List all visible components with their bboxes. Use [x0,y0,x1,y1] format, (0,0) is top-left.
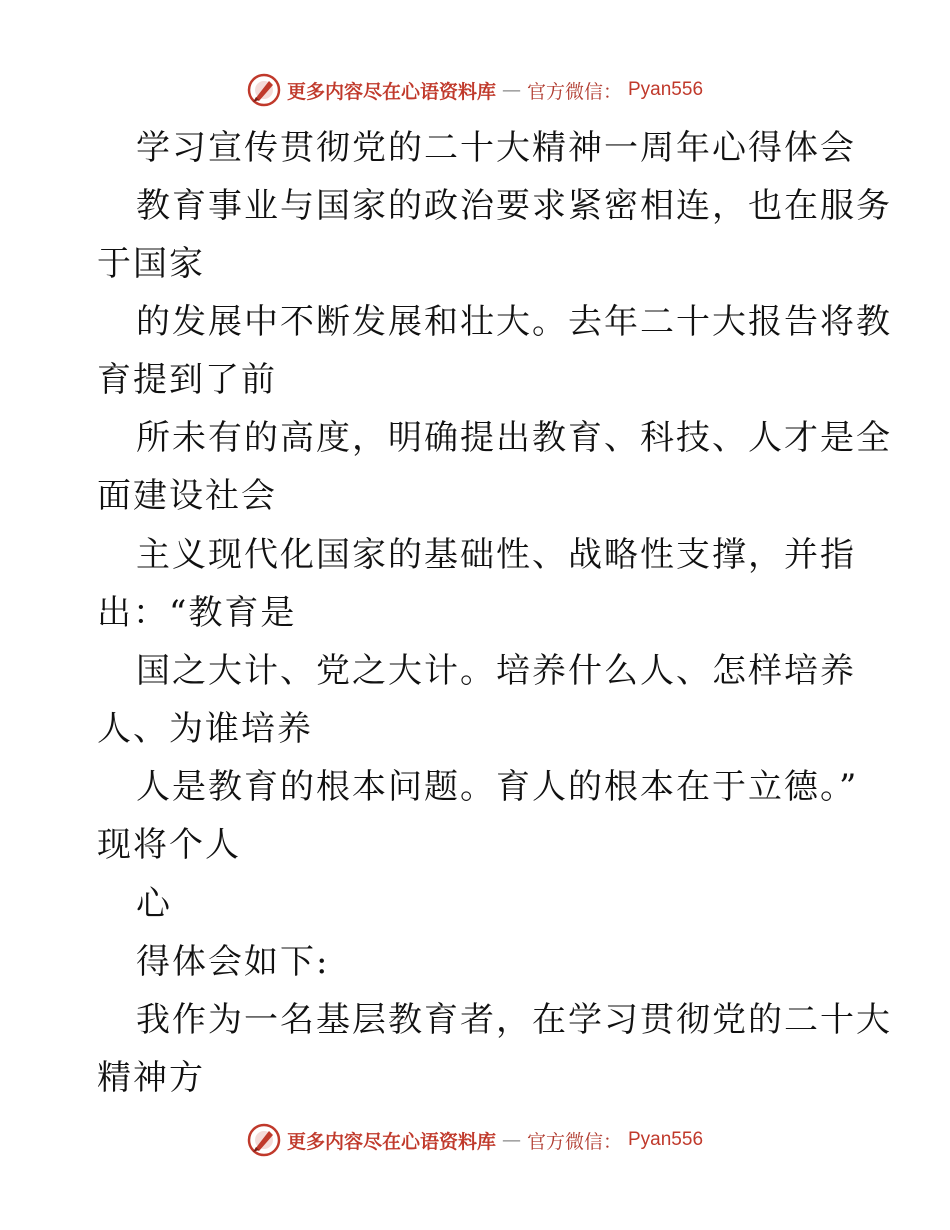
document-title: 学习宣传贯彻党的二十大精神一周年心得体会 [136,128,856,168]
document-line: 人、为谁培养 [97,709,313,749]
document-line: 精神方 [97,1058,205,1098]
document-line: 的发展中不断发展和壮大。去年二十大报告将教 [136,302,892,342]
document-line: 得体会如下: [136,942,330,982]
document-line: 心 [136,884,172,924]
quill-pen-logo-icon [247,1123,281,1157]
document-line: 出：“教育是 [97,593,297,633]
banner-wechat-label: 官方微信： [526,1130,622,1153]
banner-dash: — [501,79,521,101]
banner-wechat-id: Pyan556 [628,1129,704,1150]
document-line: 主义现代化国家的基础性、战略性支撑，并指 [136,535,856,575]
document-line: 我作为一名基层教育者，在学习贯彻党的二十大 [136,1000,892,1040]
document-line: 育提到了前 [97,360,277,400]
document-line: 面建设社会 [97,476,277,516]
document-line: 国之大计、党之大计。培养什么人、怎样培养 [136,651,856,691]
footer-banner-inner [247,1123,703,1157]
banner-wechat-id: Pyan556 [628,79,704,100]
banner-wechat-label: 官方微信： [526,80,622,103]
document-line: 于国家 [97,244,205,284]
banner-text: 更多内容尽在心语资料库 [286,80,496,103]
document-line: 现将个人 [97,825,241,865]
document-line: 人是教育的根本问题。育人的根本在于立德。” [136,767,859,807]
document-line: 教育事业与国家的政治要求紧密相连，也在服务 [136,186,892,226]
banner-dash: — [501,1129,521,1151]
banner-text: 更多内容尽在心语资料库 [286,1130,496,1153]
footer-banner [0,1120,950,1160]
document-line: 所未有的高度，明确提出教育、科技、人才是全 [136,418,892,458]
